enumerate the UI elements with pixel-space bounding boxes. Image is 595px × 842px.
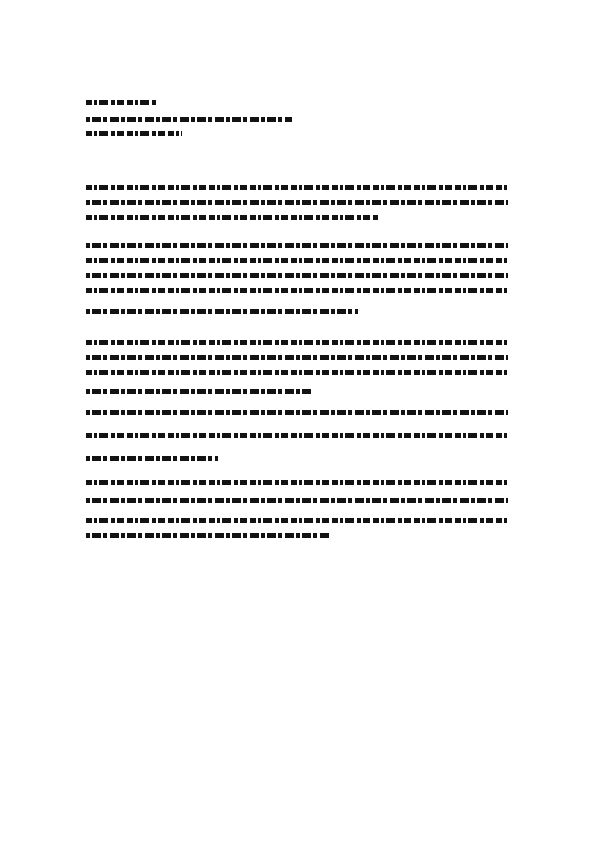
header-line-city [86, 131, 182, 136]
text-line [86, 340, 508, 345]
text-line [86, 370, 508, 375]
text-line [86, 518, 508, 523]
text-line [86, 215, 378, 220]
header-line-address [86, 117, 292, 122]
text-line [86, 498, 508, 503]
text-line [86, 456, 218, 461]
text-line [86, 243, 508, 248]
text-line [86, 273, 508, 278]
letter-header [0, 0, 595, 140]
header-line-name [86, 100, 158, 105]
text-line [86, 185, 508, 190]
text-line [86, 200, 508, 205]
text-line [86, 533, 330, 538]
text-line [86, 355, 508, 360]
text-line [86, 288, 508, 293]
text-line [86, 410, 508, 415]
text-line [86, 480, 508, 485]
text-line [86, 258, 508, 263]
text-line [86, 389, 312, 394]
text-line [86, 433, 508, 438]
text-line [86, 309, 358, 314]
letter-body [0, 175, 595, 555]
